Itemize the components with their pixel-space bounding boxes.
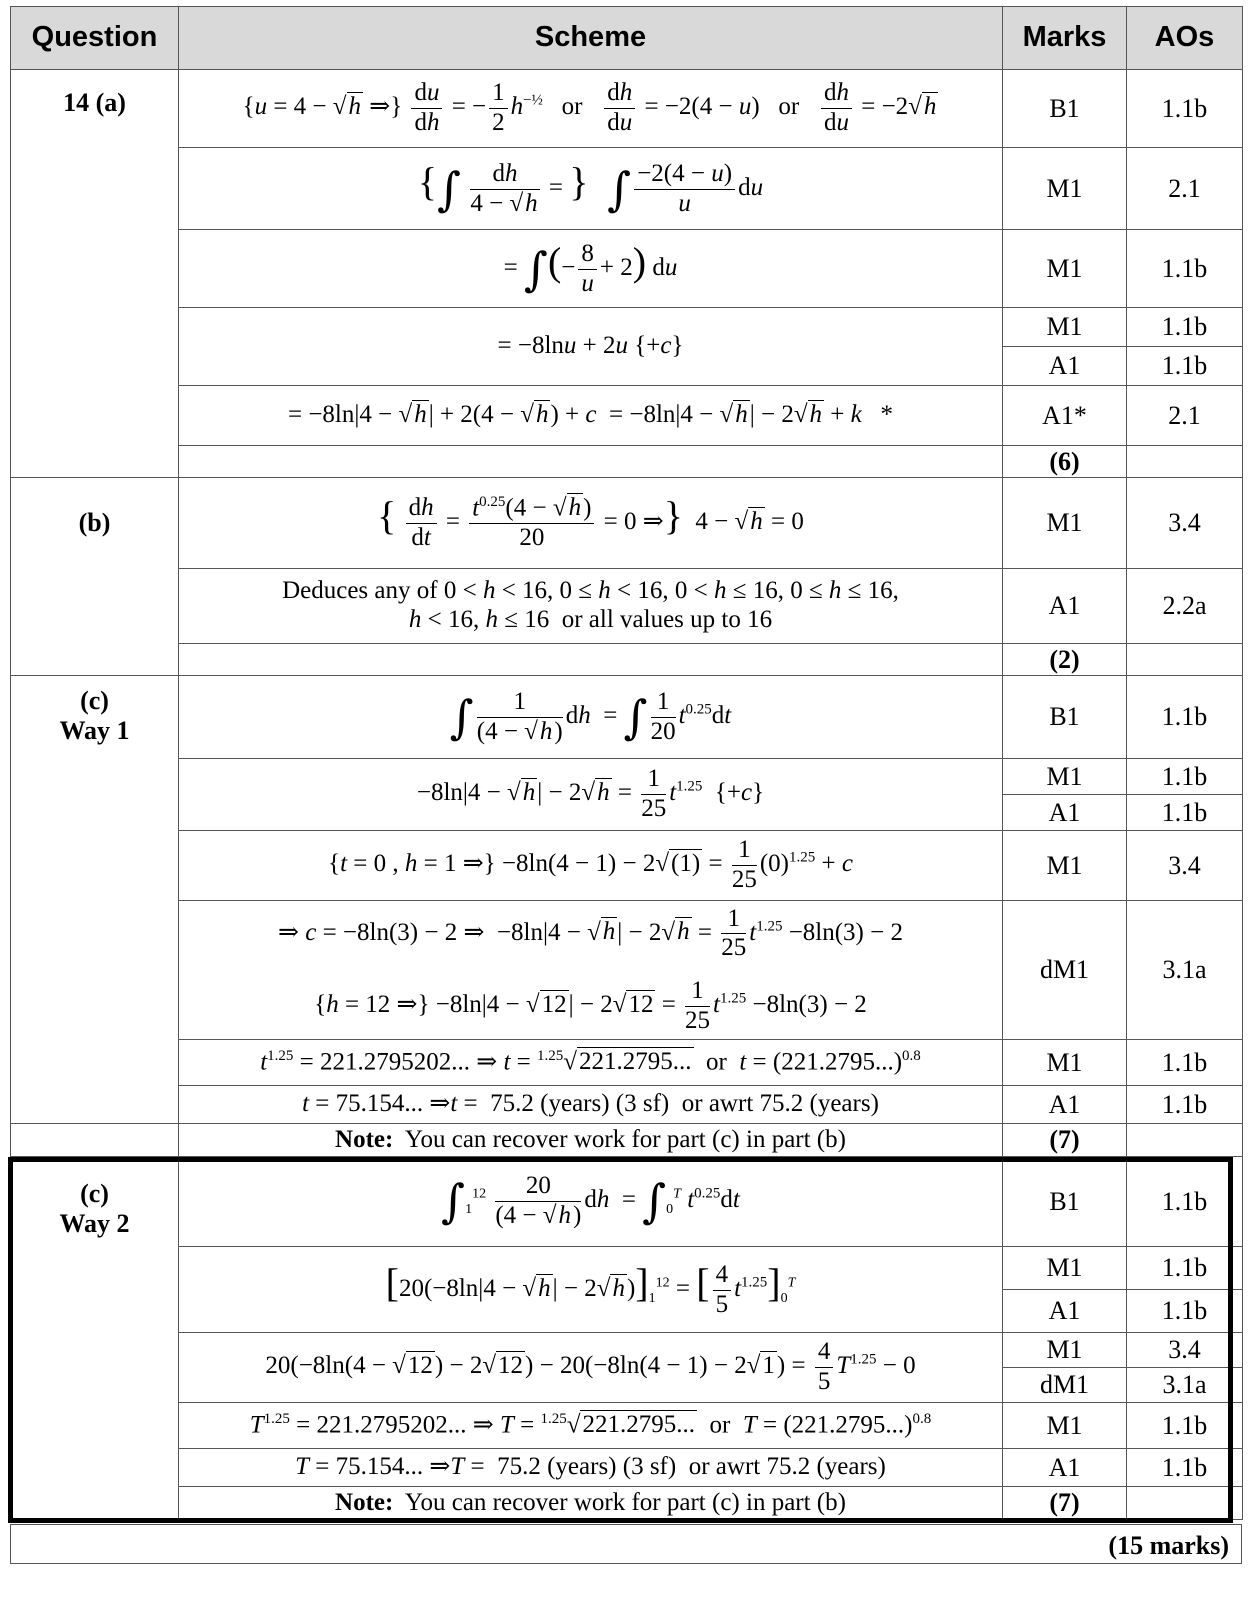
scheme-cell: = −8ln|4 − √h| + 2(4 − √h) + c = −8ln|4 − √h| − 2√h + k *: [179, 386, 1003, 446]
scheme-cell: −8ln|4 − √h| − 2√h = $\frac{1}{25}$ $t^{1.25}$ {+c}: [179, 759, 1003, 831]
note-row: [11, 1124, 1243, 1157]
ao-code: 3.1a: [1127, 901, 1243, 1040]
scheme-row-c2-3: [11, 1333, 1243, 1368]
scheme-cell: ⇒ c = −8ln(3) − 2 ⇒ −8ln|4 − √h| − 2√h = $\frac{1}{25}$ $t^{1.25} -8\ln(3) - 2$ {h = 12 ⇒} −8ln|4 − √12| − 2√12 = $\frac{1}{25}$ $t^{1.25} -8\ln(3) - 2$: [179, 901, 1003, 1040]
mark-code: A1: [1003, 1086, 1127, 1124]
scheme-cell: {u = 4 − √h ⇒} $\frac{du}{dh}$ = − $\frac{1}{2}$ $h^{-\frac{1}{2}}$ or $\frac{dh}{du}$ = −2(4 − u) or $\frac{dh}{du}$ = −2√h: [179, 70, 1003, 148]
scheme-row-a5: [11, 386, 1243, 446]
mark-code: A1: [1003, 795, 1127, 831]
scheme-cell: Deduces any of 0 < h < 16, 0 ≤ h < 16, 0 < h ≤ 16, 0 ≤ h ≤ 16, h < 16, h ≤ 16 or all values up to 16: [179, 569, 1003, 644]
mark-scheme-table: [10, 6, 1243, 1520]
scheme-row-c1-2: [11, 759, 1243, 795]
scheme-cell: { $\frac{dh}{dt}$ = $\frac{t^{0.25}(4 - √h)}{20}$ = 0 ⇒} 4 − √h = 0: [179, 478, 1003, 569]
header-scheme: Scheme: [179, 7, 1003, 70]
mark-code: dM1: [1003, 901, 1127, 1040]
ao-code: 1.1b: [1127, 230, 1243, 308]
mark-code: M1: [1003, 148, 1127, 230]
scheme-cell: {t = 0 , h = 1 ⇒} −8ln(4 − 1) − 2√(1) = $\frac{1}{25}$ $(0)^{1.25} + c$: [179, 831, 1003, 901]
mark-code: M1: [1003, 230, 1127, 308]
ao-code: 3.1a: [1127, 1368, 1243, 1403]
question-label-c-way1: (c) Way 1: [11, 676, 179, 759]
ao-code: 1.1b: [1127, 1157, 1243, 1247]
ao-code: 1.1b: [1127, 70, 1243, 148]
mark-scheme: [10, 6, 1243, 1520]
ao-code: 1.1b: [1127, 1040, 1243, 1086]
ao-code: 1.1b: [1127, 347, 1243, 386]
mark-code: dM1: [1003, 1368, 1127, 1403]
scheme-row-a2: [11, 148, 1243, 230]
scheme-row-c1-1: [11, 676, 1243, 759]
scheme-cell: $t^{1.25} = 221.2795202$... ⇒ t = $^{1.25}$√221.2795... or $t = (221.2795...)^{0.8}$: [179, 1040, 1003, 1086]
scheme-row-a4: [11, 308, 1243, 347]
ao-code: 1.1b: [1127, 759, 1243, 795]
mark-code: M1: [1003, 1403, 1127, 1449]
part-total-row: [11, 446, 1243, 478]
part-total: (7): [1003, 1487, 1127, 1520]
scheme-row-b1: [11, 478, 1243, 569]
header-question: Question: [11, 7, 179, 70]
scheme-cell: $[20(-8\ln|4 - √h| - 2√h)]_1^{12}$ = [ $\frac{4}{5}$ $t^{1.25}]_0^T$: [179, 1247, 1003, 1333]
ao-code: 3.4: [1127, 478, 1243, 569]
mark-code: A1: [1003, 569, 1127, 644]
scheme-cell: $T^{1.25} = 221.2795202$... ⇒ T = $^{1.25}$√221.2795... or $T = (221.2795...)^{0.8}$: [179, 1403, 1003, 1449]
part-total: (2): [1003, 644, 1127, 676]
mark-code: M1: [1003, 831, 1127, 901]
scheme-cell: = −8lnu + 2u {+c}: [179, 308, 1003, 386]
ao-code: 1.1b: [1127, 676, 1243, 759]
mark-code: A1: [1003, 347, 1127, 386]
scheme-row-c1-3: [11, 831, 1243, 901]
ao-code: 2.1: [1127, 386, 1243, 446]
part-total-row: [11, 644, 1243, 676]
grand-total: (15 marks): [1108, 1531, 1229, 1560]
note-text: Note: You can recover work for part (c) in part (b): [179, 1124, 1003, 1157]
scheme-row-c1-6: [11, 1086, 1243, 1124]
scheme-cell: $\int_1^{12}$ $\frac{20}{(4 - √h)}$ dh = $\int_0^T$ $t^{0.25}dt$: [179, 1157, 1003, 1247]
mark-code: M1: [1003, 1247, 1127, 1290]
ao-code: 1.1b: [1127, 1247, 1243, 1290]
ao-code: 2.2a: [1127, 569, 1243, 644]
mark-code: M1: [1003, 759, 1127, 795]
scheme-cell: ∫ $\frac{1}{(4 - √h)}$ dh = ∫ $\frac{1}{20}$ $t^{0.25}dt$: [179, 676, 1003, 759]
scheme-cell: T = 75.154... ⇒T = 75.2 (years) (3 sf) or awrt 75.2 (years): [179, 1449, 1003, 1487]
header-aos: AOs: [1127, 7, 1243, 70]
scheme-row-a3: [11, 230, 1243, 308]
grand-total-row: [10, 1524, 1242, 1564]
mark-code: B1: [1003, 676, 1127, 759]
part-total: (6): [1003, 446, 1127, 478]
ao-code: 1.1b: [1127, 1403, 1243, 1449]
question-label-b: (b): [11, 478, 179, 569]
question-label-a: 14 (a): [11, 70, 179, 148]
header-row: [11, 7, 1243, 70]
mark-code: M1: [1003, 1333, 1127, 1368]
scheme-row-c2-5: [11, 1449, 1243, 1487]
mark-code: A1*: [1003, 386, 1127, 446]
ao-code: 3.4: [1127, 831, 1243, 901]
ao-code: 1.1b: [1127, 1290, 1243, 1333]
mark-code: A1: [1003, 1290, 1127, 1333]
scheme-row-c1-5: [11, 1040, 1243, 1086]
mark-code: A1: [1003, 1449, 1127, 1487]
scheme-row-a1: [11, 70, 1243, 148]
header-marks: Marks: [1003, 7, 1127, 70]
mark-code: B1: [1003, 1157, 1127, 1247]
mark-code: M1: [1003, 478, 1127, 569]
scheme-row-c2-4: [11, 1403, 1243, 1449]
mark-code: B1: [1003, 70, 1127, 148]
ao-code: 2.1: [1127, 148, 1243, 230]
scheme-row-c1-4: [11, 901, 1243, 1040]
ao-code: 1.1b: [1127, 1449, 1243, 1487]
part-total: (7): [1003, 1124, 1127, 1157]
scheme-cell: 20(−8ln(4 − √12) − 2√12) − 20(−8ln(4 − 1) − 2√1) = $\frac{4}{5}$ $T^{1.25} - 0$: [179, 1333, 1003, 1403]
scheme-cell: = ∫(− $\frac{8}{u}$ + 2) du: [179, 230, 1003, 308]
scheme-row-c2-2: [11, 1247, 1243, 1290]
scheme-row-c2-1: [11, 1157, 1243, 1247]
ao-code: 1.1b: [1127, 1086, 1243, 1124]
ao-code: 3.4: [1127, 1333, 1243, 1368]
scheme-cell: t = 75.154... ⇒t = 75.2 (years) (3 sf) or awrt 75.2 (years): [179, 1086, 1003, 1124]
scheme-cell: {∫ $\frac{dh}{4 - √h}$ = } ∫ $\frac{-2(4 - u)}{u}$ du: [179, 148, 1003, 230]
question-label-c-way2: (c) Way 2: [11, 1157, 179, 1247]
mark-code: M1: [1003, 308, 1127, 347]
scheme-row-b2: [11, 569, 1243, 644]
mark-code: M1: [1003, 1040, 1127, 1086]
ao-code: 1.1b: [1127, 308, 1243, 347]
note-text: Note: You can recover work for part (c) in part (b): [179, 1487, 1003, 1520]
ao-code: 1.1b: [1127, 795, 1243, 831]
note-row: [11, 1487, 1243, 1520]
